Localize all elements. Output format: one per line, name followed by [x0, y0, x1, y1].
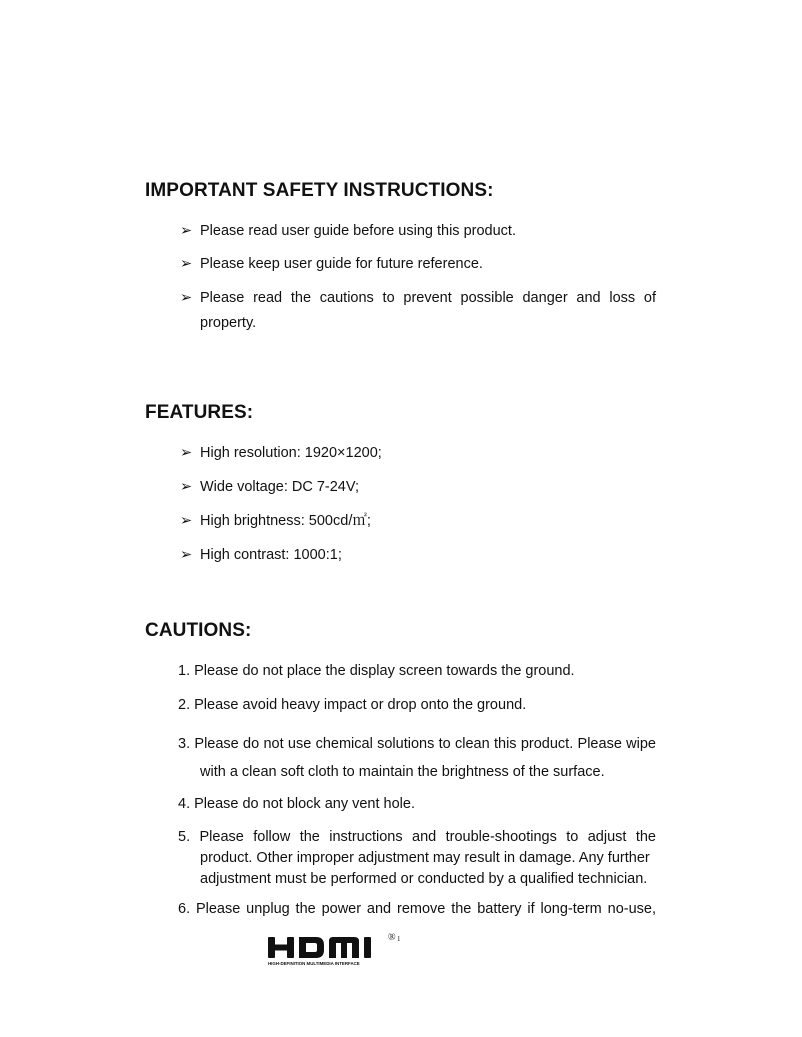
arrow-bullet-icon: ➢ — [180, 290, 193, 306]
cautions-heading: CAUTIONS: — [145, 620, 252, 641]
caution-item-4: 4. Please do not block any vent hole. — [178, 796, 415, 812]
feature-item-brightness: ➢ High brightness: 500cd/㎡; — [180, 509, 656, 534]
caution-item-6: 6. Please unplug the power and remove the battery if long-term no-use, — [178, 901, 656, 917]
footnote-marker: 1 — [397, 935, 401, 943]
hdmi-tagline: HIGH-DEFINITION MULTIMEDIA INTERFACE — [268, 961, 360, 966]
safety-item-3: ➢ Please read the cautions to prevent possible danger and loss of property. — [180, 286, 656, 336]
features-heading: FEATURES: — [145, 402, 254, 423]
feature-item-voltage: ➢ Wide voltage: DC 7-24V; — [180, 475, 656, 500]
caution-item-3: 3. Please do not use chemical solutions to clean this product. Please wipe with a clean soft cloth to maintain the brightness of the surface. — [178, 736, 656, 780]
feature-item-contrast: ➢ High contrast: 1000:1; — [180, 543, 656, 568]
arrow-bullet-icon: ➢ — [180, 223, 193, 239]
arrow-bullet-icon: ➢ — [180, 445, 193, 461]
caution-item-5: 5. Please follow the instructions and trouble-shootings to adjust the product. Other improper adjustment may result in damage. Any further adjustment must be performed or conducted by a qualified technician. — [178, 829, 656, 887]
hdmi-logo — [268, 933, 408, 969]
arrow-bullet-icon: ➢ — [180, 479, 193, 495]
arrow-bullet-icon: ➢ — [180, 256, 193, 272]
safety-item-2: ➢ Please keep user guide for future reference. — [180, 252, 656, 277]
feature-item-resolution: ➢ High resolution: 1920×1200; — [180, 441, 656, 466]
arrow-bullet-icon: ➢ — [180, 547, 193, 563]
hdmi-logo-letters — [268, 937, 371, 958]
caution-item-1: 1. Please do not place the display screen towards the ground. — [178, 663, 575, 679]
safety-heading: IMPORTANT SAFETY INSTRUCTIONS: — [145, 180, 494, 201]
caution-item-2: 2. Please avoid heavy impact or drop onto the ground. — [178, 697, 527, 713]
registered-mark: ® — [388, 933, 396, 943]
safety-item-1: ➢ Please read user guide before using this product. — [180, 219, 656, 244]
arrow-bullet-icon: ➢ — [180, 513, 193, 529]
